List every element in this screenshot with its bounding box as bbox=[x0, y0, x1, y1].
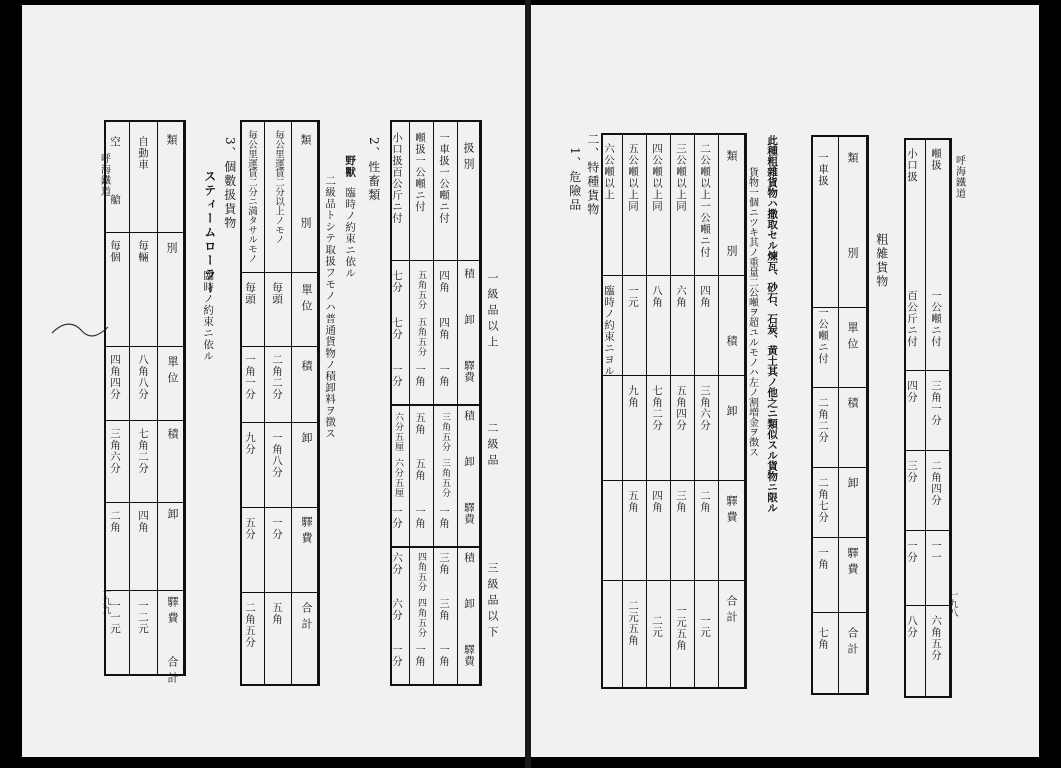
row-item: 毎公里運賃二分ニ満タサルモノ bbox=[246, 130, 257, 263]
section-line: 野獸 bbox=[344, 155, 357, 178]
row-load: 二角二分 bbox=[271, 354, 283, 400]
row-station: 二角 bbox=[109, 510, 121, 533]
row-label: 小口扱百公斤ニ付 bbox=[391, 132, 403, 224]
group-header: 一級品以上 bbox=[486, 272, 499, 352]
row-total: 二元 bbox=[651, 615, 663, 638]
row-station: 一一 bbox=[930, 540, 942, 563]
row-station: 一分 bbox=[906, 540, 918, 563]
row-unload: 七角二分 bbox=[651, 385, 663, 431]
section-line: 臨時ノ約束ニ依ル bbox=[344, 187, 357, 279]
section-title: 3、個數扱貨物 bbox=[222, 137, 237, 231]
table-livestock-class bbox=[390, 120, 499, 686]
section-line: 二級品トシテ取扱フモノハ普通貨物ノ積卸料ヲ徴ス bbox=[324, 175, 337, 440]
row-load: 一元 bbox=[627, 285, 639, 308]
cell: 五角 bbox=[414, 412, 426, 435]
row-unload: 九分 bbox=[244, 432, 256, 455]
subheader: 驛費 bbox=[463, 502, 475, 525]
cell: 三角 bbox=[438, 598, 450, 621]
row-label: 一車扱一公噸ニ付 bbox=[438, 132, 450, 224]
header-total: 合計 bbox=[300, 602, 313, 634]
row-load: 八角八分 bbox=[137, 354, 149, 400]
page-number: 一九九 bbox=[100, 587, 111, 614]
header-class2: 別 bbox=[846, 247, 859, 263]
cell: 四角五分 bbox=[416, 552, 426, 592]
cell: 六分 bbox=[391, 552, 403, 575]
cell: 七分 bbox=[391, 270, 403, 293]
row-load: 四角 bbox=[699, 285, 711, 308]
group-header: 二級品 bbox=[486, 422, 499, 470]
header-load: 積 bbox=[300, 360, 313, 376]
section-note: 臨時ノ約束ニ依ル bbox=[202, 270, 215, 362]
row-total: 五角 bbox=[271, 602, 283, 625]
table-rates bbox=[904, 138, 952, 698]
cell: 四角五分 bbox=[416, 598, 426, 638]
header-class: 類 bbox=[846, 152, 859, 168]
row-label: 噸扱 bbox=[930, 148, 942, 171]
row-unit: 毎頭 bbox=[244, 282, 256, 305]
row-unload: 二角七分 bbox=[817, 477, 829, 523]
row-unload: 九角 bbox=[627, 385, 639, 408]
header-station: 驛費 bbox=[846, 547, 859, 579]
row-total: 一元五角 bbox=[675, 605, 687, 651]
row-item: 四公噸以上同 bbox=[651, 143, 663, 212]
row-unload: 一角八分 bbox=[271, 432, 283, 478]
section-title: 2、性畜類 bbox=[366, 137, 381, 203]
row-load: 四分 bbox=[906, 380, 918, 403]
subheader: 積 bbox=[463, 410, 475, 422]
row-load: 臨時ノ約束ニヨル bbox=[603, 285, 615, 377]
header-class2: 別 bbox=[165, 242, 178, 258]
header-class: 類 bbox=[725, 150, 738, 166]
right-page bbox=[531, 5, 1039, 757]
row-station: 四角 bbox=[651, 490, 663, 513]
cell: 一角 bbox=[414, 364, 426, 387]
row-total: 七角 bbox=[817, 627, 829, 650]
row-total: 一元 bbox=[699, 615, 711, 638]
cell: 六分五厘 bbox=[393, 458, 403, 498]
header-class2: 別 bbox=[299, 217, 312, 233]
row-station: 一角 bbox=[817, 547, 829, 570]
row-unit: 毎輛 bbox=[137, 240, 149, 263]
row-station: 四角 bbox=[137, 510, 149, 533]
header-total: 合計 bbox=[166, 656, 179, 688]
header-class: 類 bbox=[299, 134, 312, 150]
header-station: 驛費 bbox=[725, 495, 738, 527]
row-item: 五公噸以上同 bbox=[627, 143, 639, 212]
row-unload: 七角二分 bbox=[137, 428, 149, 474]
row-total: 二元五角 bbox=[627, 600, 639, 646]
table-machinery bbox=[104, 120, 186, 688]
row-unload: 二角四分 bbox=[930, 460, 942, 506]
subheader: 驛費 bbox=[463, 360, 475, 383]
table-surcharge bbox=[601, 133, 747, 689]
header-unload: 卸 bbox=[846, 477, 859, 493]
cell: 三角五分 bbox=[440, 412, 450, 452]
note-rough: 此種粗雜貨物ハ撒取セル煉瓦、砂石、石炭、黄土其ノ他之ニ類似スル貨物ニ限ル bbox=[766, 135, 779, 513]
header-total: 合計 bbox=[846, 627, 859, 659]
cell: 一分 bbox=[391, 364, 403, 387]
row-item: 六公噸以上 bbox=[603, 143, 615, 201]
row-total: 一二元 bbox=[137, 600, 149, 635]
page-number: 一九八 bbox=[947, 590, 958, 617]
cell: 一角 bbox=[438, 364, 450, 387]
subheader: 驛費 bbox=[463, 644, 475, 667]
cell: 三角 bbox=[438, 552, 450, 575]
row-load: 一角一分 bbox=[244, 354, 256, 400]
row-unit: 毎個 bbox=[109, 240, 121, 263]
cell: 一角 bbox=[438, 506, 450, 529]
row-unload: 三分 bbox=[906, 460, 918, 483]
header-load: 積 bbox=[725, 335, 738, 351]
row-item: 二公噸以上一公噸ニ付 bbox=[699, 143, 711, 258]
row-item: 自動車 bbox=[137, 136, 149, 171]
cell: 四角 bbox=[438, 270, 450, 293]
cell: 一分 bbox=[391, 506, 403, 529]
row-station: 一分 bbox=[271, 517, 283, 540]
header-unit: 單位 bbox=[300, 284, 313, 316]
row-unit: 一公噸ニ付 bbox=[817, 307, 829, 365]
running-header: 呼海鐵道 bbox=[953, 155, 965, 199]
row-total: 一一元 bbox=[109, 600, 121, 635]
row-unload: 三角六分 bbox=[699, 385, 711, 431]
header-station: 驛費 bbox=[300, 516, 313, 548]
cell: 六分 bbox=[391, 598, 403, 621]
table-rough-goods bbox=[811, 135, 869, 695]
subheader: 卸 bbox=[463, 456, 475, 468]
subheader: 積 bbox=[463, 552, 475, 564]
subheader: 卸 bbox=[463, 598, 475, 610]
row-station: 二角 bbox=[699, 490, 711, 513]
row-label: 小口扱 bbox=[906, 148, 918, 183]
section-subtitle: スティームローラー bbox=[202, 170, 217, 296]
section-title: 二、特種貨物 bbox=[585, 133, 600, 217]
table-livestock bbox=[240, 120, 320, 686]
row-item: 空 bbox=[109, 136, 121, 148]
row-item: 毎公里運賃二分以上ノモノ bbox=[273, 130, 284, 244]
row-sub: 百公斤ニ付 bbox=[906, 290, 918, 348]
header-unit: 單位 bbox=[846, 322, 859, 354]
header-class2: 別 bbox=[725, 245, 738, 261]
cell: 五角五分 bbox=[416, 317, 426, 357]
row-item: 一車扱 bbox=[817, 152, 829, 187]
row-total: 八分 bbox=[906, 615, 918, 638]
row-load: 六角 bbox=[675, 285, 687, 308]
row-load: 四角四分 bbox=[109, 354, 121, 400]
row-total: 二角五分 bbox=[244, 602, 256, 648]
row-load: 三角一分 bbox=[930, 380, 942, 426]
row-load: 八角 bbox=[651, 285, 663, 308]
row-item: 三公噸以上同 bbox=[675, 143, 687, 212]
note-surcharge: 貨物一個ニツキ其ノ重量二公噸ヲ超ユルモノハ左ノ割増金ヲ徴ス bbox=[746, 167, 758, 457]
section-item: 1、危險品 bbox=[567, 147, 582, 213]
cell: 四角 bbox=[438, 317, 450, 340]
cell: 一角 bbox=[414, 506, 426, 529]
row-station: 五分 bbox=[244, 517, 256, 540]
cell: 五角 bbox=[414, 458, 426, 481]
cell: 一角 bbox=[414, 644, 426, 667]
row-unload: 三角六分 bbox=[109, 428, 121, 474]
running-header: 呼海鐵道 bbox=[98, 153, 110, 197]
cell: 一分 bbox=[391, 644, 403, 667]
header-total: 合計 bbox=[725, 595, 738, 627]
row-unload: 五角四分 bbox=[675, 385, 687, 431]
header-load: 積 bbox=[166, 428, 179, 444]
header-unit: 單位 bbox=[166, 356, 179, 388]
cell: 三角五分 bbox=[440, 458, 450, 498]
header-station: 驛費 bbox=[166, 596, 179, 628]
row-total: 六角五分 bbox=[930, 615, 942, 661]
cell: 五角五分 bbox=[416, 270, 426, 310]
row-station: 五角 bbox=[627, 490, 639, 513]
header-unload: 卸 bbox=[166, 508, 179, 524]
subheader: 積 bbox=[463, 268, 475, 280]
row-station: 三角 bbox=[675, 490, 687, 513]
cell: 七分 bbox=[391, 317, 403, 340]
header-unload: 卸 bbox=[725, 405, 738, 421]
header-unload: 卸 bbox=[300, 432, 313, 448]
row-item-2: 艙 bbox=[109, 194, 121, 206]
header-load: 積 bbox=[846, 397, 859, 413]
row-unit: 毎頭 bbox=[271, 282, 283, 305]
section-title: 粗雑貨物 bbox=[874, 233, 889, 289]
row-sub: 一公噸ニ付 bbox=[930, 290, 942, 348]
row-label: 噸扱一公噸ニ付 bbox=[414, 132, 426, 213]
subheader: 卸 bbox=[463, 314, 475, 326]
handwritten-mark bbox=[50, 315, 110, 340]
header-class: 類 bbox=[165, 134, 178, 150]
row-load: 二角二分 bbox=[817, 397, 829, 443]
cell: 一角 bbox=[438, 644, 450, 667]
header-handling: 扱別 bbox=[462, 142, 475, 174]
cell: 六分五厘 bbox=[393, 412, 403, 452]
left-page bbox=[22, 5, 525, 757]
group-header: 三級品以下 bbox=[486, 562, 499, 642]
